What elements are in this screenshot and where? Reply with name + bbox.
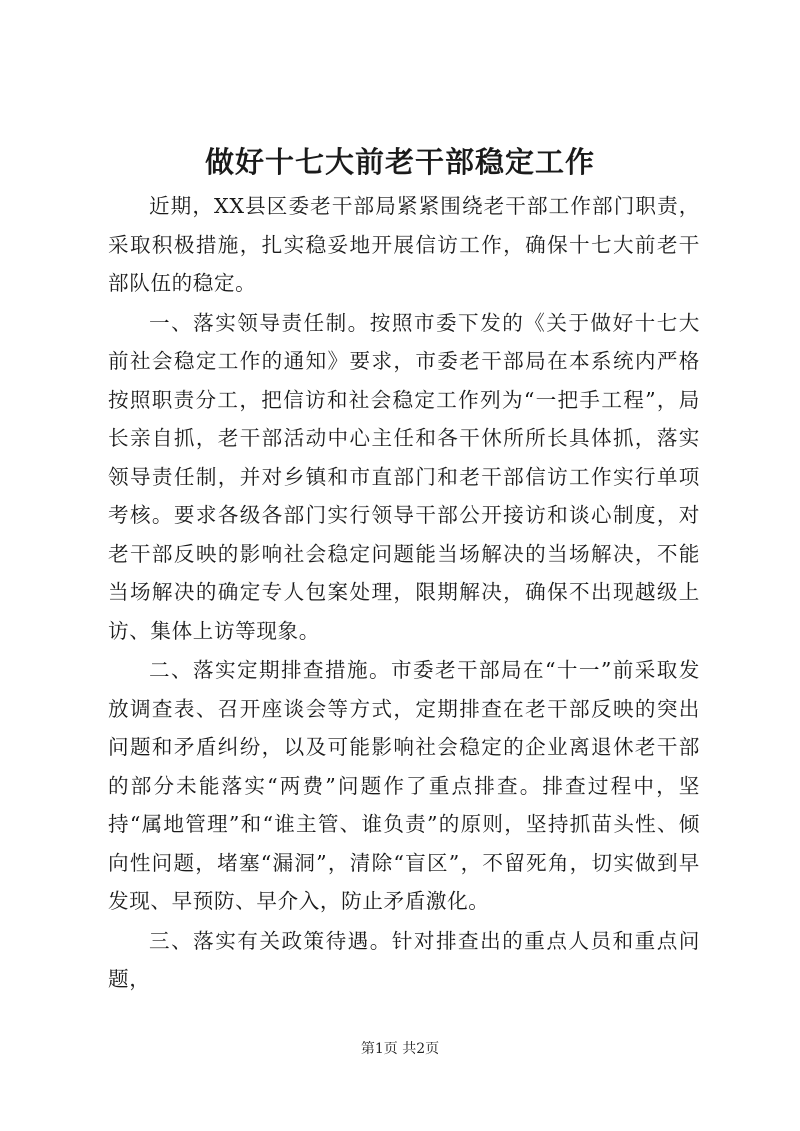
page-footer: 第1页 共2页 (360, 1041, 440, 1057)
paragraph-intro: 近期，XX县区委老干部局紧紧围绕老干部工作部门职责，采取积极措施，扎实稳妥地开展信访工作，确保十七大前老干部队伍的稳定。 (108, 194, 700, 295)
paragraph-section-1: 一、落实领导责任制。按照市委下发的《关于做好十七大前社会稳定工作的通知》要求，市委老干部局在本系统内严格按照职责分工，把信访和社会稳定工作列为“一把手工程”，局长亲自抓，老干部活动中心主任和各干休所所长具体抓，落实领导责任制，并对乡镇和市直部门和老干部信访工作实行单项考核。要求各级各部门实行领导干部公开接访和谈心制度，对老干部反映的影响社会稳定问题能当场解决的当场解决，不能当场解决的确定专人包案处理，限期解决，确保不出现越级上访、集体上访等现象。 (108, 310, 700, 643)
document-title: 做好十七大前老干部稳定工作 (204, 145, 595, 179)
paragraph-section-3: 三、落实有关政策待遇。针对排查出的重点人员和重点问题， (108, 928, 700, 991)
paragraph-section-2: 二、落实定期排查措施。市委老干部局在“十一”前采取发放调查表、召开座谈会等方式，定期排查在老干部反映的突出问题和矛盾纠纷，以及可能影响社会稳定的企业离退休老干部的部分未能落实“两费”问题作了重点排查。排查过程中，坚持“属地管理”和“谁主管、谁负责”的原则，坚持抓苗头性、倾向性问题，堵塞“漏洞”，清除“盲区”，不留死角，切实做到早发现、早预防、早介入，防止矛盾激化。 (108, 658, 700, 913)
document-body (108, 187, 700, 999)
